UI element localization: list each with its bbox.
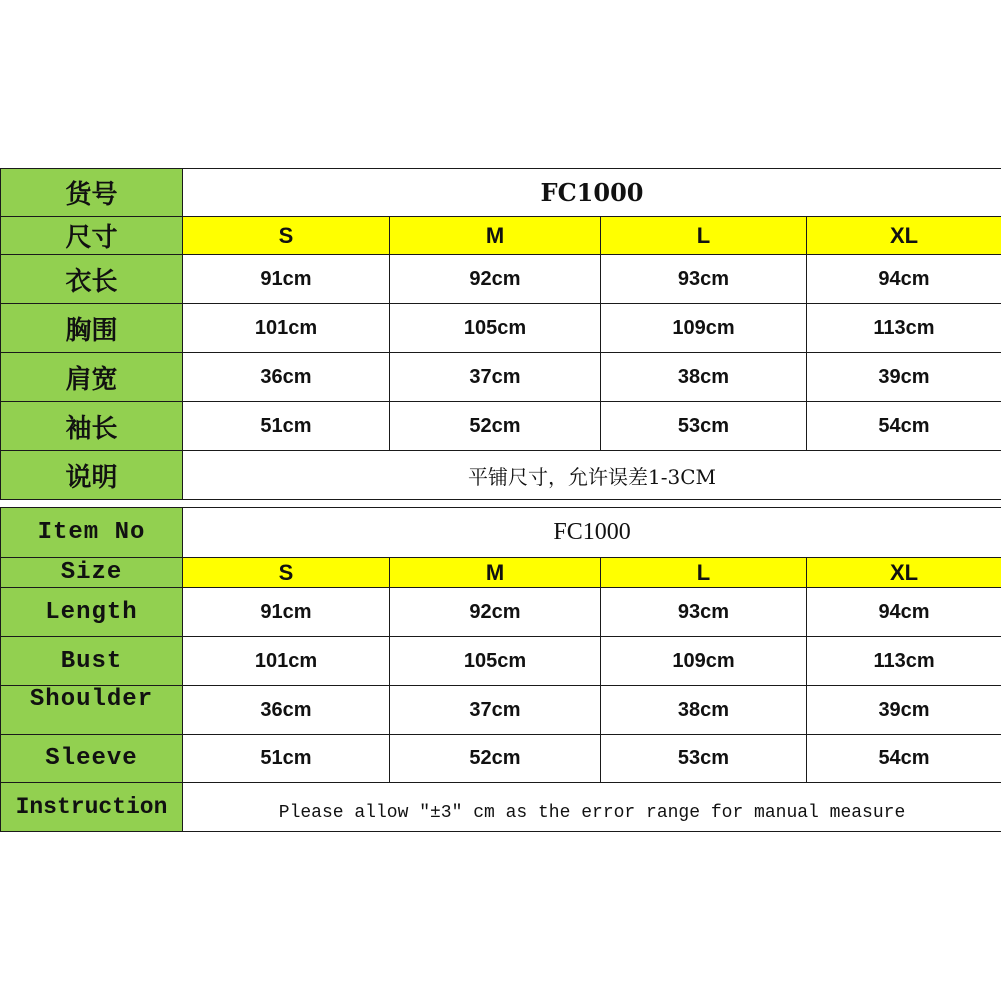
item-no-value: FC1000 [183, 169, 1001, 217]
size-chart-cn [0, 168, 1001, 500]
table-row [1, 735, 1001, 783]
cell-bust-l-en: 109cm [601, 637, 807, 686]
item-no-label-en: Item No [1, 508, 183, 558]
size-s: S [183, 217, 390, 255]
item-no-value-en: FC1000 [183, 508, 1001, 558]
cell-sleeve-xl: 54cm [807, 402, 1001, 451]
cell-length-l: 93cm [601, 255, 807, 304]
instruction-value: Please allow "±3" cm as the error range for manual measure [183, 783, 1001, 832]
cell-bust-xl: 113cm [807, 304, 1001, 353]
table-row [1, 637, 1001, 686]
table-row [1, 686, 1001, 735]
cell-length-s: 91cm [183, 255, 390, 304]
size-xl: XL [807, 217, 1001, 255]
row-label-sleeve: 袖长 [1, 402, 183, 451]
note-value: 平铺尺寸，允许误差1-3CM [183, 451, 1001, 500]
size-chart-en [0, 507, 1001, 832]
cell-shoulder-s: 36cm [183, 353, 390, 402]
size-label: 尺寸 [1, 217, 183, 255]
cell-sleeve-l: 53cm [601, 402, 807, 451]
cell-bust-s-en: 101cm [183, 637, 390, 686]
cell-length-s-en: 91cm [183, 588, 390, 637]
instruction-label: Instruction [1, 783, 183, 832]
row-label-bust-en: Bust [1, 637, 183, 686]
cell-length-m: 92cm [390, 255, 601, 304]
cell-sleeve-s: 51cm [183, 402, 390, 451]
table-row [1, 255, 1001, 304]
size-l-en: L [601, 558, 807, 588]
size-m: M [390, 217, 601, 255]
cell-bust-s: 101cm [183, 304, 390, 353]
row-label-length-en: Length [1, 588, 183, 637]
cell-shoulder-xl: 39cm [807, 353, 1001, 402]
table-row [1, 588, 1001, 637]
size-xl-en: XL [807, 558, 1001, 588]
cell-bust-xl-en: 113cm [807, 637, 1001, 686]
cell-length-xl: 94cm [807, 255, 1001, 304]
cell-length-m-en: 92cm [390, 588, 601, 637]
cell-length-xl-en: 94cm [807, 588, 1001, 637]
row-label-shoulder: 肩宽 [1, 353, 183, 402]
cell-sleeve-s-en: 51cm [183, 735, 390, 783]
cell-shoulder-m: 37cm [390, 353, 601, 402]
size-l: L [601, 217, 807, 255]
row-label-shoulder-en [1, 686, 183, 735]
cell-shoulder-m-en: 37cm [390, 686, 601, 735]
cell-sleeve-l-en: 53cm [601, 735, 807, 783]
table-row [1, 304, 1001, 353]
cell-shoulder-l: 38cm [601, 353, 807, 402]
note-label: 说明 [1, 451, 183, 500]
cell-sleeve-m: 52cm [390, 402, 601, 451]
cell-bust-m: 105cm [390, 304, 601, 353]
cell-sleeve-m-en: 52cm [390, 735, 601, 783]
cell-bust-l: 109cm [601, 304, 807, 353]
cell-bust-m-en: 105cm [390, 637, 601, 686]
shoulder-label-text: Shoulder [29, 685, 154, 709]
row-label-sleeve-en: Sleeve [1, 735, 183, 783]
size-s-en: S [183, 558, 390, 588]
row-label-length: 衣长 [1, 255, 183, 304]
cell-shoulder-l-en: 38cm [601, 686, 807, 735]
cell-length-l-en: 93cm [601, 588, 807, 637]
cell-sleeve-xl-en: 54cm [807, 735, 1001, 783]
size-m-en: M [390, 558, 601, 588]
table-row [1, 402, 1001, 451]
cell-shoulder-xl-en: 39cm [807, 686, 1001, 735]
row-label-bust: 胸围 [1, 304, 183, 353]
cell-shoulder-s-en: 36cm [183, 686, 390, 735]
item-no-label: 货号 [1, 169, 183, 217]
table-row [1, 353, 1001, 402]
size-label-en: Size [1, 558, 183, 588]
